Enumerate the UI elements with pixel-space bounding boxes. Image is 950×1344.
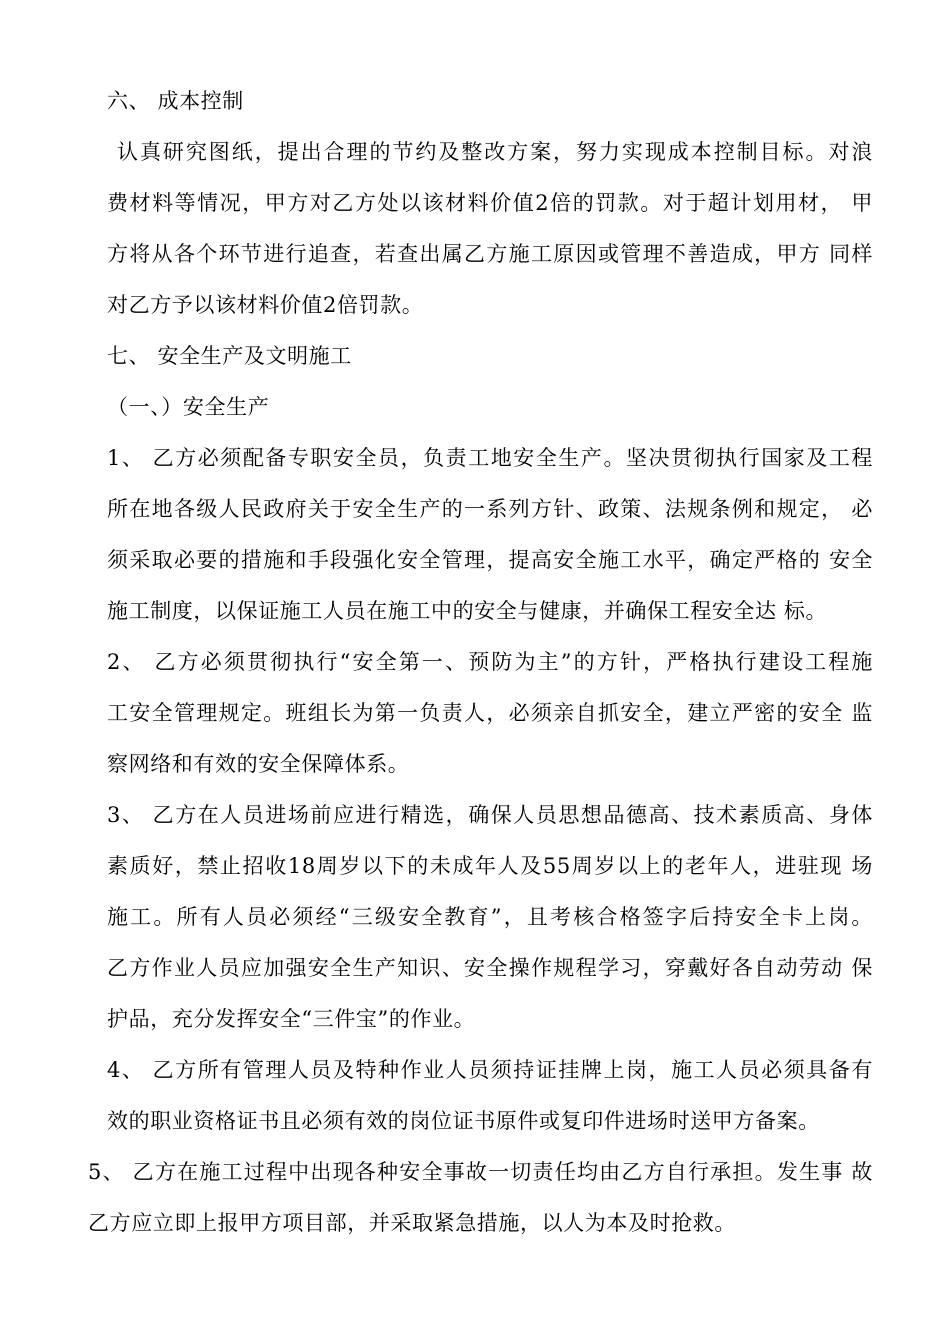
- list-item-line: 效的职业资格证书且必须有效的岗位证书原件或复印件进场时送甲方备案。: [107, 1109, 820, 1133]
- list-item-line: 2、 乙方必须贯彻执行“安全第一、预防为主”的方针，严格执行建设工程施: [107, 650, 873, 674]
- list-item-line: 3、 乙方在人员进场前应进行精选，确保人员思想品德高、技术素质高、身体: [107, 803, 873, 827]
- paragraph-line: 认真研究图纸，提出合理的节约及整改方案，努力实现成本控制目标。对浪: [117, 140, 873, 164]
- list-item-line: 护品，充分发挥安全“三件宝”的作业。: [107, 1007, 476, 1031]
- list-item-line: 4、 乙方所有管理人员及特种作业人员须持证挂牌上岗，施工人员必须具备有: [107, 1058, 873, 1082]
- paragraph-line: 对乙方予以该材料价值2倍罚款。: [107, 293, 424, 317]
- list-item-line: 乙方应立即上报甲方项目部，并采取紧急措施，以人为本及时抢救。: [88, 1211, 736, 1235]
- list-item-line: 须采取必要的措施和手段强化安全管理，提高安全施工水平，确定严格的 安全: [107, 548, 873, 572]
- list-item-line: 1、 乙方必须配备专职安全员，负责工地安全生产。坚决贯彻执行国家及工程: [107, 446, 873, 470]
- list-item-line: 乙方作业人员应加强安全生产知识、安全操作规程学习，穿戴好各自动劳动 保: [107, 956, 873, 980]
- list-item-line: 5、 乙方在施工过程中出现各种安全事故一切责任均由乙方自行承担。发生事 故: [88, 1160, 873, 1184]
- list-item-line: 工安全管理规定。班组长为第一负责人，必须亲自抓安全，建立严密的安全 监: [107, 701, 873, 725]
- paragraph-line: 费材料等情况，甲方对乙方处以该材料价值2倍的罚款。对于超计划用材， 甲: [107, 191, 873, 215]
- list-item-line: 素质好，禁止招收18周岁以下的未成年人及55周岁以上的老年人，进驻现 场: [107, 854, 873, 878]
- list-item-line: 施工制度，以保证施工人员在施工中的安全与健康，并确保工程安全达 标。: [107, 599, 828, 623]
- list-item-line: 所在地各级人民政府关于安全生产的一系列方针、政策、法规条例和规定， 必: [107, 497, 873, 521]
- section-heading-cost-control: 六、 成本控制: [107, 89, 244, 113]
- list-item-line: 施工。所有人员必须经“三级安全教育”，且考核合格签字后持安全卡上岗。: [107, 905, 873, 929]
- subsection-heading-safety-production: （一、）安全生产: [107, 395, 270, 419]
- paragraph-line: 方将从各个环节进行追查，若查出属乙方施工原因或管理不善造成，甲方 同样: [107, 242, 873, 266]
- section-heading-safety: 七、 安全生产及文明施工: [107, 344, 352, 368]
- list-item-line: 察网络和有效的安全保障体系。: [107, 752, 410, 776]
